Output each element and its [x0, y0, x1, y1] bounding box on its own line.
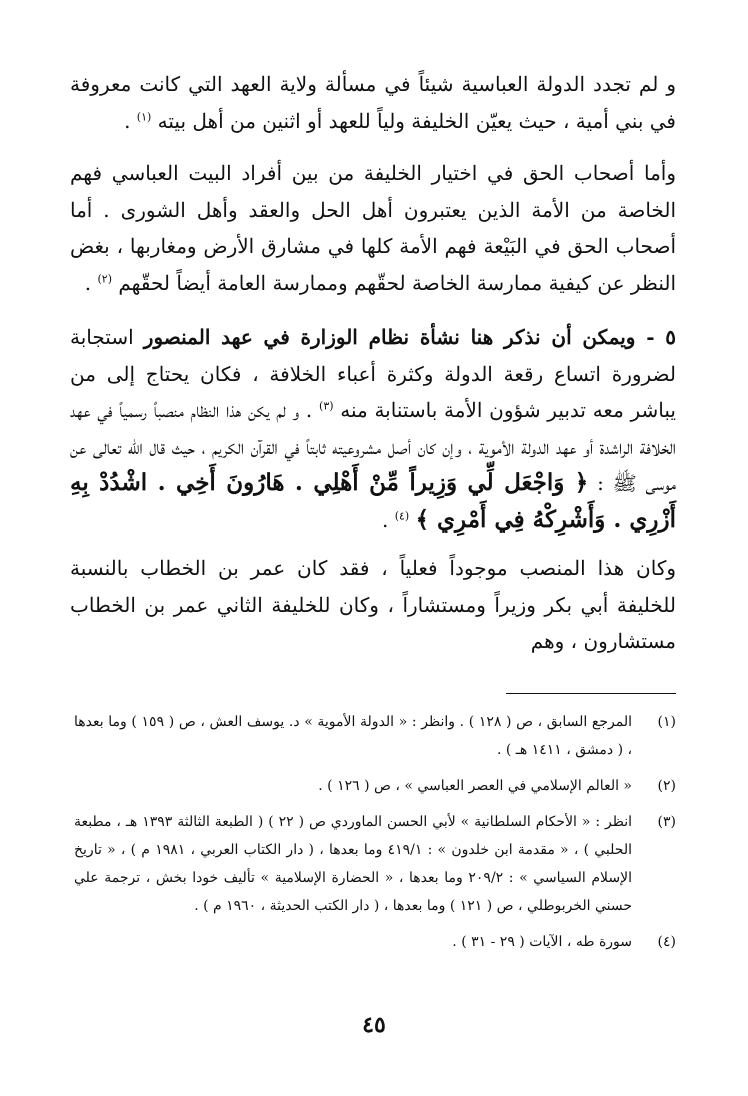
paragraph-4-text: وكان هذا المنصب موجوداً فعلياً ، فقد كان عمر بن الخطاب بالنسبة للخليفة أبي بكر وزيراً ومستشاراً ، وكان للخليفة الثاني عمر بن الخطاب مستشارون ، وهم — [70, 556, 676, 653]
footnote-text: « العالم الإسلامي في العصر العباسي » ، ص ( ١٢٦ ) . — [318, 778, 632, 794]
footnote-number: (٢) — [657, 778, 676, 794]
footnote-ref-2[interactable]: (٢) — [97, 271, 112, 285]
paragraph-3-text-2: . و لم يكن هذا النظام منصباً رسمياً في عهد الخلافة الراشدة أو عهد الدولة الأموية ، وإن كان أصل مشروعيته ثابتاً في القرآن الكريم ، حيث قال الله تعالى عن موسى ﷺ : — [70, 398, 676, 495]
footnote-separator — [506, 693, 676, 694]
paragraph-1-end: . — [124, 108, 137, 133]
paragraph-1-text: و لم تجدد الدولة العباسية شيئاً في مسألة ولاية العهد التي كانت معروفة في بني أمية ، حيث يعيّن الخليفة ولياً للعهد أو اثنين من أهل بيته — [70, 72, 676, 133]
paragraph-2 — [70, 155, 676, 301]
body-text — [70, 66, 676, 660]
footnote-ref-3[interactable]: (٣) — [319, 399, 334, 413]
footnote-1 — [74, 708, 676, 764]
footnote-3 — [74, 808, 676, 920]
paragraph-3-end: . — [381, 507, 395, 532]
footnote-ref-1[interactable]: (١) — [136, 109, 152, 123]
paragraph-2-end: . — [84, 270, 98, 295]
section-lead: ٥ - ويمكن أن نذكر هنا نشأة نظام الوزارة في عهد المنصور — [143, 325, 677, 349]
footnote-number: (١) — [657, 714, 676, 730]
paragraph-4 — [70, 550, 676, 660]
footnote-2 — [74, 772, 676, 800]
footnote-4 — [74, 928, 676, 956]
footnote-number: (٣) — [657, 814, 676, 830]
footnote-text: المرجع السابق ، ص ( ١٢٨ ) . وانظر : « الدولة الأموية » د. يوسف العش ، ص ( ١٥٩ ) وما بعدها ، ( دمشق ، ١٤١١ هـ ) . — [74, 714, 632, 758]
quran-verse: ﴿ وَاجْعَل لِّي وَزِيراً مِّنْ أَهْلِي . هَارُونَ أَخِي . اشْدُدْ بِهِ أَزْرِي . وَأَشْرِكْهُ فِي أَمْرِي ﴾ — [70, 469, 676, 533]
paragraph-3 — [70, 319, 676, 538]
footnote-ref-4[interactable]: (٤) — [394, 508, 410, 522]
footnote-text: سورة طه ، الآيات ( ٢٩ - ٣١ ) . — [452, 934, 632, 950]
paragraph-1 — [70, 66, 676, 139]
footnotes — [74, 708, 676, 964]
page-number: ٤٥ — [362, 1012, 386, 1038]
paragraph-3-text-1: استجابة لضرورة اتساع رقعة الدولة وكثرة أعباء الخلافة ، فكان يحتاج إلى من يباشر معه تدبير شؤون الأمة باستنابة منه — [70, 325, 676, 422]
footnote-number: (٤) — [657, 934, 676, 950]
paragraph-2-text: وأما أصحاب الحق في اختيار الخليفة من بين أفراد البيت العباسي فهم الخاصة من الأمة الذين يعتبرون أهل الحل والعقد وأهل الشورى . أما أصحاب الحق في البَيْعة فهم الأمة كلها في مشارق الأرض ومغاربها ، بغض النظر عن كيفية ممارسة الخاصة لحقّهم وممارسة العامة أيضاً لحقّهم — [70, 161, 676, 295]
footnote-text: انظر : « الأحكام السلطانية » لأبي الحسن الماوردي ص ( ٢٢ ) ( الطبعة الثالثة ١٣٩٣ هـ ، مطبعة الحلبي ) ، « مقدمة ابن خلدون » : ٤١٩/١ وما بعدها ، ( دار الكتاب العربي ، ١٩٨١ م ) ، « تاريخ الإسلام السياسي » : ٢٠٩/٢ وما بعدها ، « الحضارة الإسلامية » تأليف خودا بخش ، ترجمة علي حسني الخربوطلي ، ص ( ١٢١ ) وما بعدها ، ( دار الكتب الحديثة ، ١٩٦٠ م ) . — [74, 814, 632, 914]
